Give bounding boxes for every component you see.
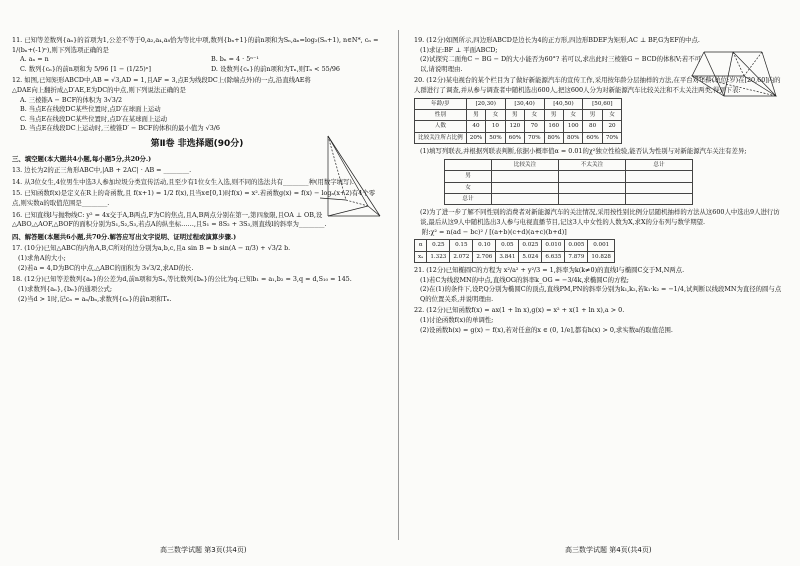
count-cell: 80 [583,121,602,132]
survey-age-row [415,98,622,109]
question-15: 15. 已知函数f(x)是定义在R上的奇函数,且 f(x+1) = 1/2 f(x),且当x∈[0,1)时f(x) = x².若函数g(x) = f(x) − logₐ(x+2)有4个零点,则实数a的取值范围是________. [12,189,376,208]
ratio-cell: 80% [544,132,563,143]
x-label: xₐ [415,251,427,262]
q21-part2: (2)在(1)的条件下,设P,Q分别为椭圆C的顶点,直线PM,PN的斜率分别为k₁,k₂,若k₁·k₂ = −1/4,试判断以线段MN为直径的圆与点Q的位置关系,并说明理由. [420,285,782,303]
ratio-cell: 50% [486,132,505,143]
ct-row [445,194,693,205]
age-group-3: [40,50) [544,98,583,109]
x-cell: 2.072 [450,251,473,262]
question-21 [414,266,784,304]
gender-cell: 男 [505,110,524,121]
x-cell: 1.323 [427,251,450,262]
count-label: 人数 [415,121,467,132]
q12-option-a: A. 三棱锥A − BCF的体积为 3√3/2 [20,95,123,104]
q19-part1: (1)求证:BF ⊥ 平面ABCD; [420,45,498,54]
q20-part2: (2)为了进一步了解不同性别的消费者对新能源汽车的关注情况,采用按性别比例分层随机抽样的方法从这600人中选出9人进行访谈,最后从这9人中随机选出3人参与电视直播节目,记这3人中女性的人数为X,求X的分布列与数学期望. [420,208,780,226]
ct-row-label: 女 [445,182,492,193]
ratio-cell: 80% [563,132,582,143]
question-20 [414,76,784,263]
count-cell: 120 [505,121,524,132]
count-cell: 10 [486,121,505,132]
x-cell: 10.828 [588,251,615,262]
gender-cell: 女 [602,110,621,121]
q11-option-d: D. 设数列{cₙ}的前n项和为Tₙ,则Tₙ < 55/96 [211,64,340,73]
q11-option-a: A. aₙ = n [20,55,49,64]
question-12 [12,76,382,134]
q22-stem: 22. (12分)已知函数f(x) = ax(1 + ln x),g(x) = x² + x(1 + ln x),a > 0. [414,306,625,315]
q12-figure [318,128,384,228]
ct-header-cell: 比较关注 [492,159,559,170]
count-cell: 100 [563,121,582,132]
ct-header-row [445,159,693,170]
section4-heading: 四、解答题(本题共6小题,共70分.解答应写出文字说明、证明过程或演算步骤.) [12,232,237,241]
alpha-cell: 0.025 [519,240,542,251]
q21-part1: (1)若C为线段MN的中点,直线OG的斜率k_OG = −3/4k,求椭圆C的方程; [420,275,629,284]
x-cell: 2.706 [473,251,496,262]
gender-cell: 男 [583,110,602,121]
ct-row [445,182,693,193]
q17-part2: (2)若a = 4,D为BC的中点,△ABC的面积为 3√3/2,求AD的长. [18,263,194,272]
ct-header-cell: 不太关注 [559,159,626,170]
alpha-cell: 0.15 [450,240,473,251]
ratio-label: 比较关注所占比例 [415,132,467,143]
alpha-cell: 0.10 [473,240,496,251]
q12-option-c: C. 当点E在线段DC某些位置时,点D′在某球面上运动 [20,114,168,123]
ratio-cell: 70% [525,132,544,143]
question-11 [12,36,382,74]
question-13: 13. 边长为2的正三角形ABC中,|AB + 2AC| · AB = ________. [12,166,192,175]
column-divider [398,30,399,540]
q12-stem: 12. 如图,已知矩形ABCD中,AB = √3,AD = 1,且AF = 3,点E为线段DC上(除端点外)的一点,沿直线AE将△DAE向上翻折成△D′AE,E为DC的中点,则下列说法正确的是 [12,76,311,95]
x-alpha-row [415,251,615,262]
q11-stem: 11. 已知等差数列{aₙ}的首项为1,公差不等于0,a₂,a₄,a₈恰为等比中项,数列{bₙ+1}的前n项和为Sₙ,aₙ=log₂(Sₙ+1), n∈N*, cₙ = 1/(bₙ+(-1)ⁿ),则下列选项正确的是 [12,36,379,54]
q11-options-ab [12,55,382,65]
q18-part2: (2)当d > 1时,记cₙ = aₙ/bₙ,求数列{cₙ}的前n项和Tₙ. [18,294,172,303]
x-cell: 6.635 [542,251,565,262]
q17-stem: 17. (10分)已知△ABC的内角A,B,C所对的边分别为a,b,c,且a sin B = b sin(A − π/3) + √3/2 b. [12,244,291,253]
q20-stem: 20. (12分)某电视台的某个栏目为了做好新能源汽车的宣传工作,采用按年龄分层抽样的方法,在平台对年龄(单位:岁)在[20,60]内的人群进行了调查,并从参与调查者中随机选出600人,把这600人分为对新能源汽车比较关注和不太关注两类,得到下表: [414,76,781,95]
q11-option-c: C. 数列{cₙ}的前n项和为 5/96 [1 − (1/25)ⁿ] [20,64,152,73]
q19-part2: (2)试探究二面角C − BG − D的大小能否为60°? 若可以,求出此时三棱锥G − BCD的体积V;若不可以,请说明理由. [420,55,702,73]
question-16: 16. 已知直线l与抛物线C: y² = 4x交于A,B两点,F为C的焦点,且A,B两点分别在第一,第四象限,且OA ⊥ OB,设△ABO,△AOF,△BOF的面积分别为S₁,S₂,S₃,若点A的纵坐标……,且S₁ = 8S₂ + 3S₃,则直线l的斜率为________. [12,210,327,229]
ratio-cell: 20% [466,132,485,143]
alpha-cell: 0.001 [588,240,615,251]
ct-row [445,171,693,182]
q17-part1: (1)求角A的大小; [18,254,66,263]
alpha-cell: 0.010 [542,240,565,251]
count-cell: 20 [602,121,621,132]
count-cell: 70 [525,121,544,132]
age-group-4: [50,60] [583,98,622,109]
q18-part1: (1)求数列{aₙ},{bₙ}的通项公式; [18,284,113,293]
q12-option-b: B. 当点E在线段DC某些位置时,点D′在球面上运动 [20,105,161,114]
gender-cell: 男 [466,110,485,121]
ratio-cell: 60% [583,132,602,143]
section3-heading: 三、填空题(本大题共4小题,每小题5分,共20分.) [12,154,152,163]
ct-header-cell [445,159,492,170]
count-cell: 160 [544,121,563,132]
q12-option-d: D. 当点E在线段DC上运动时,三棱锥D′ − BCF的体积的最小值为 √3/6 [20,124,220,133]
q11-option-b: B. bₙ = 4 · 5ⁿ⁻¹ [211,55,259,64]
q19-stem: 19. (12分)如图所示,四边形ABCD是边长为4的正方形,四边形BDEF为矩形,AC ⊥ BF,G为EF的中点. [414,36,700,44]
gender-cell: 女 [525,110,544,121]
x-cell: 3.841 [496,251,519,262]
q22-part2: (2)设函数h(x) = g(x) − f(x),若对任意的x ∈ (0, 1/e],都有h(x) > 0,求实数a的取值范围. [420,325,673,334]
question-14: 14. 从3位女生,4位男生中选3人参加垃圾分类宣传活动,且至少有1位女生入选,则不同的选法共有________种(用数字填写). [12,177,354,186]
survey-ratio-row [415,132,622,143]
x-cell: 5.024 [519,251,542,262]
gender-cell: 女 [486,110,505,121]
survey-count-row [415,121,622,132]
q22-part1: (1)讨论函数f(x)的单调性; [420,316,494,325]
alpha-cell: 0.25 [427,240,450,251]
ct-row-label: 男 [445,171,492,182]
q20-part1: (1)填写列联表,并根据列联表判断,依据小概率值α = 0.01的χ²独立性检验,能否认为性别与对新能源汽车关注有差异; [420,147,747,156]
age-group-1: [20,30) [466,98,505,109]
age-group-2: [30,40) [505,98,544,109]
ratio-cell: 60% [505,132,524,143]
chi-square-formula: 附:χ² = n(ad − bc)² / [(a+b)(c+d)(a+c)(b+d)] [422,227,567,236]
question-22 [414,306,784,335]
page4-footer: 高三数学试题 第4页(共4页) [565,546,652,554]
alpha-row [415,240,615,251]
survey-table [414,98,622,145]
question-17 [12,244,382,273]
contingency-table [444,159,693,206]
q11-options-cd [12,65,382,75]
age-header: 年龄/岁 [415,98,467,109]
alpha-cell: 0.005 [565,240,588,251]
count-cell: 40 [466,121,485,132]
alpha-cell: 0.05 [496,240,519,251]
gender-cell: 男 [544,110,563,121]
q21-stem: 21. (12分)已知椭圆C的方程为 x²/a² + y²/3 = 1,斜率为k(k≠0)的直线l与椭圆C交于M,N两点. [414,266,685,274]
ratio-cell: 70% [602,132,621,143]
alpha-label: α [415,240,427,251]
q19-figure [684,46,784,102]
q18-stem: 18. (12分)已知等差数列{aₙ}的公差为d,前n项和为Sₙ,等比数列{bₙ}的公比为q.已知b₁ = a₁,b₂ = 3,q = d,S₁₀ = 145. [12,275,352,284]
critical-value-table [414,239,615,263]
gender-cell: 女 [563,110,582,121]
ct-row-label: 总计 [445,194,492,205]
x-cell: 7.879 [565,251,588,262]
question-18 [12,275,382,304]
page3-footer: 高三数学试题 第3页(共4页) [160,546,247,554]
part2-title: 第Ⅱ卷 非选择题(90分) [150,139,244,150]
survey-gender-row [415,110,622,121]
gender-label: 性别 [415,110,467,121]
ct-header-cell: 总计 [626,159,693,170]
